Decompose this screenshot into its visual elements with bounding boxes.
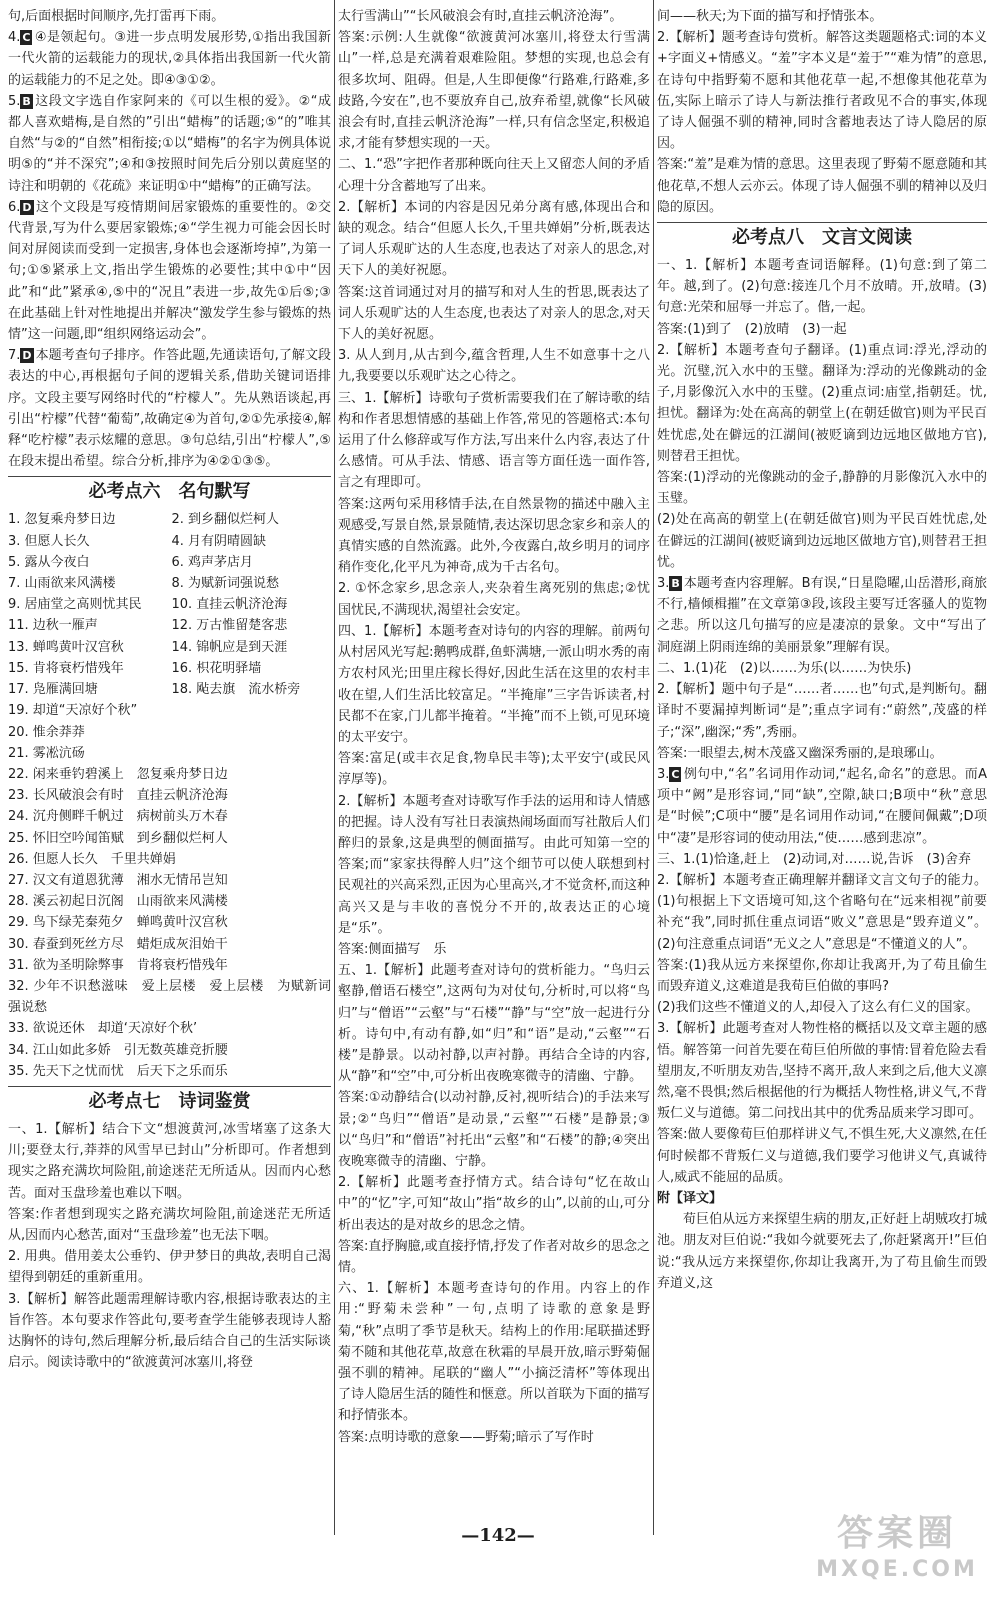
section-heading-6: 必考点六 名句默写 xyxy=(8,476,331,507)
list-item: 24. 沉舟侧畔千帆过 病树前头万木春 xyxy=(8,809,228,825)
paragraph: 2. ①怀念家乡,思念亲人,夹杂着生离死别的焦虑;②忧国忧民,不满现状,渴望社会安定。 xyxy=(338,581,650,618)
paragraph: 3.【解析】解答此题需理解诗歌内容,根据诗歌表达的主旨作答。本句要求作答此句,要考查学生能够表现诗人豁达胸怀的诗句,然后理解分析,最后结合自己的生活实际谈启示。阅读诗歌中的“欲渡黄河冰塞川,将登 xyxy=(8,1291,331,1371)
paragraph: 三、1.【解析】诗歌句子赏析需要我们在了解诗歌的结构和作者思想情感的基础上作答,常见的答题格式:本句运用了什么修辞或写作方法,写出来什么内容,表达了什么感情。可从手法、情感、语言等方面任选一面作答,言之有理即可。 xyxy=(338,390,650,491)
explanation: 本题考查内容理解。B有误,“日星隐曜,山岳潜形,商旅不行,樯倾楫摧”在文章第③段,该段主要写迁客骚人的览物之悲。所以这几句描写的应是凄凉的景象。文中“写出了洞庭湖上阴雨连绵的美丽景象”理解有误。 xyxy=(657,576,987,655)
paragraph: 句,后面根据时间顺序,先打雷再下雨。 xyxy=(8,9,225,24)
question-number: 3. xyxy=(657,766,670,782)
explanation: 这个文段是写疫情期间居家锻炼的重要性的。②交代背景,写为什么要居家锻炼;④“学生视力可能会因长时间对屏阅读而受到一定损害,身体也会逐渐垮掉”,为第一句;①⑤紧承上文,指出学生锻炼的必要性;其中①中“因此”和“此”紧承④,⑤中的“况且”表进一步,故先①后⑤;③在此基础上针对性地提出并解决“激发学生参与锻炼的热情”这一问题,即“组织网络运动会”。 xyxy=(8,199,331,343)
question-3b xyxy=(657,764,987,849)
answer-paragraph: (2)处在高高的朝堂上(在朝廷做官)则为平民百姓忧虑,处在僻远的江湖间(被贬谪到边远地区做地方官),则替君王担忧。 xyxy=(657,512,987,570)
list-item: 1. 忽复乘舟梦日边 xyxy=(8,512,116,528)
translation-text: 荀巨伯从远方来探望生病的朋友,正好赶上胡贼攻打城池。朋友对巨伯说:“我如今就要死去了,你赶紧离开!”巨伯说:“我从远方来探望你,你却让我离开,为了苟且偷生而毁弃道义,这 xyxy=(657,1212,987,1291)
list-item: 18. 飐去旗 流水桥旁 xyxy=(171,682,301,698)
paragraph: 2.【解析】题中句子是“……者……也”句式,是判断句。翻译时不要漏掉判断词“是”;重点字词有:“蔚然”,茂盛的样子;“深”,幽深;“秀”,秀丽。 xyxy=(657,682,987,740)
question-number: 7. xyxy=(8,348,21,364)
answer-paragraph: 答案:示例:人生就像“欲渡黄河冰塞川,将登太行雪满山”一样,总是充满着艰难险阻。梦想的实现,也总会有很多坎坷、阻碍。但是,人生即便像“行路难,行路难,多歧路,今安在”,也不要放弃自己,放弃希望,就像“长风破浪会有时,直挂云帆济沧海”一样,只有信念坚定,积极追求,才能有梦想实现的一天。 xyxy=(338,30,650,152)
list-item: 14. 锦帆应是到天涯 xyxy=(171,639,288,655)
paragraph: 二、1.(1)花 (2)以……为乐(以……为快乐) xyxy=(657,660,912,676)
paragraph: 2.【解析】本词的内容是因兄弟分离有感,体现出合和缺的观念。结合“但愿人长久,千里共婵娟”分析,既表达了词人乐观旷达的人生态度,也表达了对亲人的思念,对天下人的美好祝愿。 xyxy=(338,199,650,279)
question-3 xyxy=(657,573,987,658)
list-item: 28. 溪云初起日沉阁 山雨欲来风满楼 xyxy=(8,894,228,910)
list-item: 27. 汉文有道恩犹薄 湘水无情吊岂知 xyxy=(8,872,228,888)
list-item: 26. 但愿人长久 千里共婵娟 xyxy=(8,851,176,867)
list-item: 34. 江山如此多娇 引无数英雄竞折腰 xyxy=(8,1042,228,1058)
paragraph: 3. 从人到月,从古到今,蕴含哲理,人生不如意事十之八九,我要要以乐观旷达之心待之。 xyxy=(338,348,650,385)
list-item: 2. 到乡翻似烂柯人 xyxy=(171,512,280,528)
paragraph: 太行雪满山”“长风破浪会有时,直挂云帆济沧海”。 xyxy=(338,9,623,24)
list-item: 22. 闲来垂钓碧溪上 忽复乘舟梦日边 xyxy=(8,766,228,782)
list-item: 35. 先天下之忧而忧 后天下之乐而乐 xyxy=(8,1063,228,1079)
list-item: 20. 惟余莽莽 xyxy=(8,724,85,740)
question-4 xyxy=(8,27,331,91)
watermark-line1: 答案圈 xyxy=(836,1513,957,1554)
paragraph: 2. 用典。借用姜太公垂钓、伊尹梦日的典故,表明自己渴望得到朝廷的重新重用。 xyxy=(8,1249,331,1286)
list-item: 23. 长风破浪会有时 直挂云帆济沧海 xyxy=(8,788,228,804)
paragraph: 一、1.【解析】结合下文“想渡黄河,冰雪堵塞了这条大川;要登太行,莽莽的风雪早已封山”分析即可。作者想到现实之路充满坎坷险阻,前途迷茫无所适从。因而内心愁苦。面对玉盘珍羞也难以下咽。 xyxy=(8,1121,331,1201)
paragraph: 一、1.【解析】本题考查词语解释。(1)句意:到了第二年。越,到了。(2)句意:接连几个月不放晴。开,放晴。(3)句意:光荣和屈辱一并忘了。偕,一起。 xyxy=(657,258,987,316)
column-divider-right xyxy=(653,0,654,1535)
answer-badge: C xyxy=(671,767,680,781)
paragraph: 六、1.【解析】本题考查诗句的作用。内容上的作用:“野菊未尝种”一句,点明了诗歌的意象是野菊,“秋”点明了季节是秋天。结构上的作用:尾联描述野菊不随和其他花草,故意在秋霜的早晨开放,暗示野菊倔强不驯的精神。尾联的“幽人”“小摘泛清杯”等体现出了诗人隐居生活的随性和惬意。所以首联为下面的描写和抒情张本。 xyxy=(338,1281,650,1424)
question-number: 3. xyxy=(657,576,670,592)
list-item: 29. 鸟下绿芜秦苑夕 蝉鸣黄叶汉宫秋 xyxy=(8,915,228,931)
answer-paragraph: 答案:点明诗歌的意象——野菊;暗示了写作时 xyxy=(338,1429,594,1445)
column-left xyxy=(8,6,331,1516)
paragraph: 五、1.【解析】此题考查对诗句的赏析能力。“鸟归云壑静,僧语石楼空”,这两句为对仗句,分析时,可以将“鸟归”与“僧语”“云壑”与“石楼”“静”与“空”放一起进行分析。诗句中,有动有静,如“归”和“语”是动,“云壑”“石楼”是静景。以动衬静,以声衬静。再结合全诗的内容,从“静”和“空”中,可分析出夜晚寒微寺的清幽、宁静。 xyxy=(338,963,650,1085)
paragraph: 3.【解析】此题考查对人物性格的概括以及文章主题的感悟。解答第一问首先要在荀巨伯所做的事情:冒着危险去看望朋友,不听朋友劝告,坚持不离开,敌人来到之后,他大义凛然,毫不畏惧;然后根据他的行为概括人物性格,讲义气,不背叛仁义与道德。第二问找出其中的优秀品质来学习即可。 xyxy=(657,1021,987,1122)
question-number: 5. xyxy=(8,93,21,109)
paragraph: 三、1.(1)恰逢,赶上 (2)动词,对……说,告诉 (3)舍弃 xyxy=(657,851,972,867)
answer-badge: B xyxy=(22,94,31,108)
explanation: 这段文字选自作家阿来的《可以生根的爱》。②“成都人喜欢蜡梅,是自然的”引出“蜡梅”的话题;⑤“的”唯其自然“与②的“自然”相衔接;①以“蜡梅”的名字为例具体说明⑤的“并不深究”;④和③按照时间先后分别以黄庭坚的诗注和明朝的《花疏》来证明①中“蜡梅”的正确写法。 xyxy=(8,93,331,194)
list-item: 8. 为赋新词强说愁 xyxy=(171,576,280,592)
paragraph: 间——秋天;为下面的描写和抒情张本。 xyxy=(657,9,883,24)
list-item: 10. 直挂云帆济沧海 xyxy=(171,597,288,613)
answer-paragraph: (2)我们这些不懂道义的人,却侵入了这么有仁义的国家。 xyxy=(657,1000,979,1016)
list-item: 5. 露从今夜白 xyxy=(8,554,90,570)
list-item: 21. 雾凇沆砀 xyxy=(8,745,85,761)
list-item: 19. 却道“天凉好个秋” xyxy=(8,703,138,719)
list-item: 4. 月有阴晴圆缺 xyxy=(171,533,267,549)
column-middle xyxy=(338,6,650,1516)
question-5 xyxy=(8,91,331,197)
answer-badge: B xyxy=(671,577,680,591)
explanation: 例句中,“名”名词用作动词,“起名,命名”的意思。而A项中“阙”是形容词,“同“缺”,空隙,缺口;B项中“秋”意思是“时候”;C项中“腰”是名词用作动词,“在腰间佩戴”;D项中“凄”是形容词的使动用法,“使……感到悲凉”。 xyxy=(657,766,987,846)
watermark-logo xyxy=(812,1512,982,1594)
question-6 xyxy=(8,197,331,345)
answer-paragraph: 答案:①动静结合(以动衬静,反衬,视听结合)的手法来写景;②“鸟归”“僧语”是动景,“云壑”“石楼”是静景;③以“鸟归”和“僧语”衬托出“云壑”和“石楼”的静;④突出夜晚寒微寺的清幽、宁静。 xyxy=(338,1090,650,1169)
paragraph: 2.【解析】本题考查对诗歌写作手法的运用和诗人情感的把握。诗人没有写社日表演热闹场面而写社散后人们醉归的景象,这是典型的侧面描写。由此可知第一空的答案;而“家家扶得醉人归”这个细节可以使人联想到村民观社的兴高采烈,正因为心里高兴,才不觉贪杯,而这种高兴又是与丰收的喜悦分不开的,故表达正的心境是“乐”。 xyxy=(338,793,650,936)
list-item: 25. 怀旧空吟闻笛赋 到乡翻似烂柯人 xyxy=(8,830,228,846)
answer-paragraph: 答案:(1)浮动的光像跳动的金子,静静的月影像沉入水中的玉璧。 xyxy=(657,470,987,507)
question-number: 6. xyxy=(8,199,21,215)
list-item: 13. 蝉鸣黄叶汉宫秋 xyxy=(8,639,124,655)
answer-paragraph: 答案:这两句采用移情手法,在自然景物的描述中融入主观感受,写景自然,景景随情,表达深切思念家乡和亲人的真情实感的自然流露。此外,今夜露白,故乡明月的词序稍作变化,化平凡为神奇,成为千古名句。 xyxy=(338,496,650,576)
list-item: 3. 但愿人长久 xyxy=(8,533,90,549)
answer-badge: C xyxy=(22,31,31,45)
answer-paragraph: 答案:侧面描写 乐 xyxy=(338,941,447,957)
paragraph: 二、1.“恐”字把作者那种既向往天上又留恋人间的矛盾心理十分含蓄地写了出来。 xyxy=(338,157,650,194)
recitation-answers xyxy=(8,509,331,700)
paragraph: 2.【解析】本题考查句子翻译。(1)重点词:浮光,浮动的光。沉璧,沉入水中的玉璧。翻译为:浮动的光像跳动的金子,月影像沉入水中的玉璧。(2)重点词:庙堂,指朝廷。忧,担忧。翻译为:处在高高的朝堂上(在朝廷做官)则为平民百姓忧虑,处在僻远的江湖间(被贬谪到边远地区做地方官),则替君王担忧。 xyxy=(657,342,987,464)
list-item: 15. 肯将衰朽惜残年 xyxy=(8,660,124,676)
answer-paragraph: 答案:(1)我从远方来探望你,你却让我离开,为了苟且偷生而毁弃道义,这难道是我荀巨伯做的事吗? xyxy=(657,957,987,994)
answer-badge: D xyxy=(22,200,32,214)
list-item: 7. 山雨欲来风满楼 xyxy=(8,576,116,592)
section-heading-8: 必考点八 文言文阅读 xyxy=(657,222,987,253)
list-item: 16. 枳花明驿墙 xyxy=(171,660,262,676)
question-number: 4. xyxy=(8,30,21,46)
explanation: 本题考查句子排序。作答此题,先通读语句,了解文段表达的中心,再根据句子间的逻辑关系,借助关键词语排序。文段主要写网络时代的“柠檬人”。先从熟语谈起,再引出“柠檬”代替“葡萄”,故确定④为首句,②①先承接④,解释“吃柠檬”表示炫耀的意思。③句总结,引出“柠檬人”,⑤在段末提出希望。综合分析,排序为④②①③⑤。 xyxy=(8,348,331,470)
list-item: 12. 万古惟留楚客悲 xyxy=(171,618,288,634)
translation-heading: 附【译文】 xyxy=(657,1190,723,1206)
list-item: 30. 春蚕到死丝方尽 蜡炬成灰泪始干 xyxy=(8,936,228,952)
watermark-line2: MXQE.COM xyxy=(816,1557,978,1582)
answer-paragraph: 答案:做人要像荀巨伯那样讲义气,不惧生死,大义凛然,在任何时候都不背叛仁义与道德,我们要学习他讲义气,真诚待人,威武不能屈的品质。 xyxy=(657,1127,987,1185)
paragraph: 2.【解析】题考查诗句赏析。解答这类题题格式:词的本义+字面义+情感义。“羞”字本义是“羞于”“难为情”的意思,在诗句中指野菊不愿和其他花草一起,不想像其他花草为伍,实际上暗示了诗人与新法推行者政见不合的事实,体现了诗人倔强不驯的精神,同时含蓄地表达了诗人隐居的原因。 xyxy=(657,30,987,152)
paragraph: 2.【解析】此题考查抒情方式。结合诗句“忆在故山中”的“忆”字,可知“故山”指“故乡的山”,以前的山,可分析出表达的是对故乡的思念之情。 xyxy=(338,1175,650,1233)
page-number: —142— xyxy=(461,1525,535,1546)
section-heading-7: 必考点七 诗词鉴赏 xyxy=(8,1086,331,1117)
answer-badge: D xyxy=(22,349,32,363)
explanation: ④是领起句。③进一步点明发展形势,①指出我国新一代火箭的运载能力的现状,②具体指出我国新一代火箭的运载能力的不足之处。即④③①②。 xyxy=(8,30,331,88)
answer-paragraph: 答案:富足(或丰衣足食,物阜民丰等);太平安宁(或民风淳厚等)。 xyxy=(338,751,650,788)
list-item: 31. 欲为圣明除弊事 肯将衰朽惜残年 xyxy=(8,957,228,973)
list-item: 33. 欲说还休 却道‘天凉好个秋’ xyxy=(8,1021,198,1037)
list-item: 11. 边秋一雁声 xyxy=(8,618,98,634)
answer-paragraph: 答案:“羞”是难为情的意思。这里表现了野菊不愿意随和其他花草,不想人云亦云。体现了诗人倔强不驯的精神以及归隐的原因。 xyxy=(657,157,987,215)
answer-paragraph: 答案:直抒胸臆,或直接抒情,抒发了作者对故乡的思念之情。 xyxy=(338,1238,650,1275)
column-divider-left xyxy=(334,0,335,1535)
list-item: 32. 少年不识愁滋味 爱上层楼 爱上层楼 为赋新词强说愁 xyxy=(8,978,331,1016)
paragraph: 四、1.【解析】本题考查对诗句的内容的理解。前两句从村居风光写起:鹅鸭成群,鱼虾满塘,一派山明水秀的南方农村风光;田里庄稼长得好,因此生活在这里的农村丰收在望,人们生活比较富足。“半掩扉”三字告诉读者,村民都不在家,门儿都半掩着。“半掩”而不上锁,可见环境的太平安宁。 xyxy=(338,623,650,745)
column-right xyxy=(657,6,987,1516)
list-item: 17. 凫雁满回塘 xyxy=(8,682,98,698)
list-item: 9. 居庙堂之高则忧其民 xyxy=(8,597,142,613)
answer-paragraph: 答案:(1)到了 (2)放晴 (3)一起 xyxy=(657,321,847,337)
paragraph: 2.【解析】本题考查正确理解并翻译文言文句子的能力。(1)句根据上下文语境可知,这个省略句在“远来相视”前要补充“我”,同时抓住重点词语“败义”意思是“毁弃道义”。(2)句注意重点词语“无义之人”意思是“不懂道义的人”。 xyxy=(657,872,987,952)
answer-paragraph: 答案:一眼望去,树木茂盛又幽深秀丽的,是琅琊山。 xyxy=(657,745,943,761)
answer-paragraph: 答案:作者想到现实之路充满坎坷险阻,前途迷茫无所适从,因而内心愁苦,面对“玉盘珍羞”也无法下咽。 xyxy=(8,1206,331,1243)
answer-paragraph: 答案:这首词通过对月的描写和对人生的哲思,既表达了词人乐观旷达的人生态度,也表达了对亲人的思念,对天下人的美好祝愿。 xyxy=(338,284,650,343)
question-7 xyxy=(8,345,331,472)
list-item: 6. 鸡声茅店月 xyxy=(171,554,254,570)
